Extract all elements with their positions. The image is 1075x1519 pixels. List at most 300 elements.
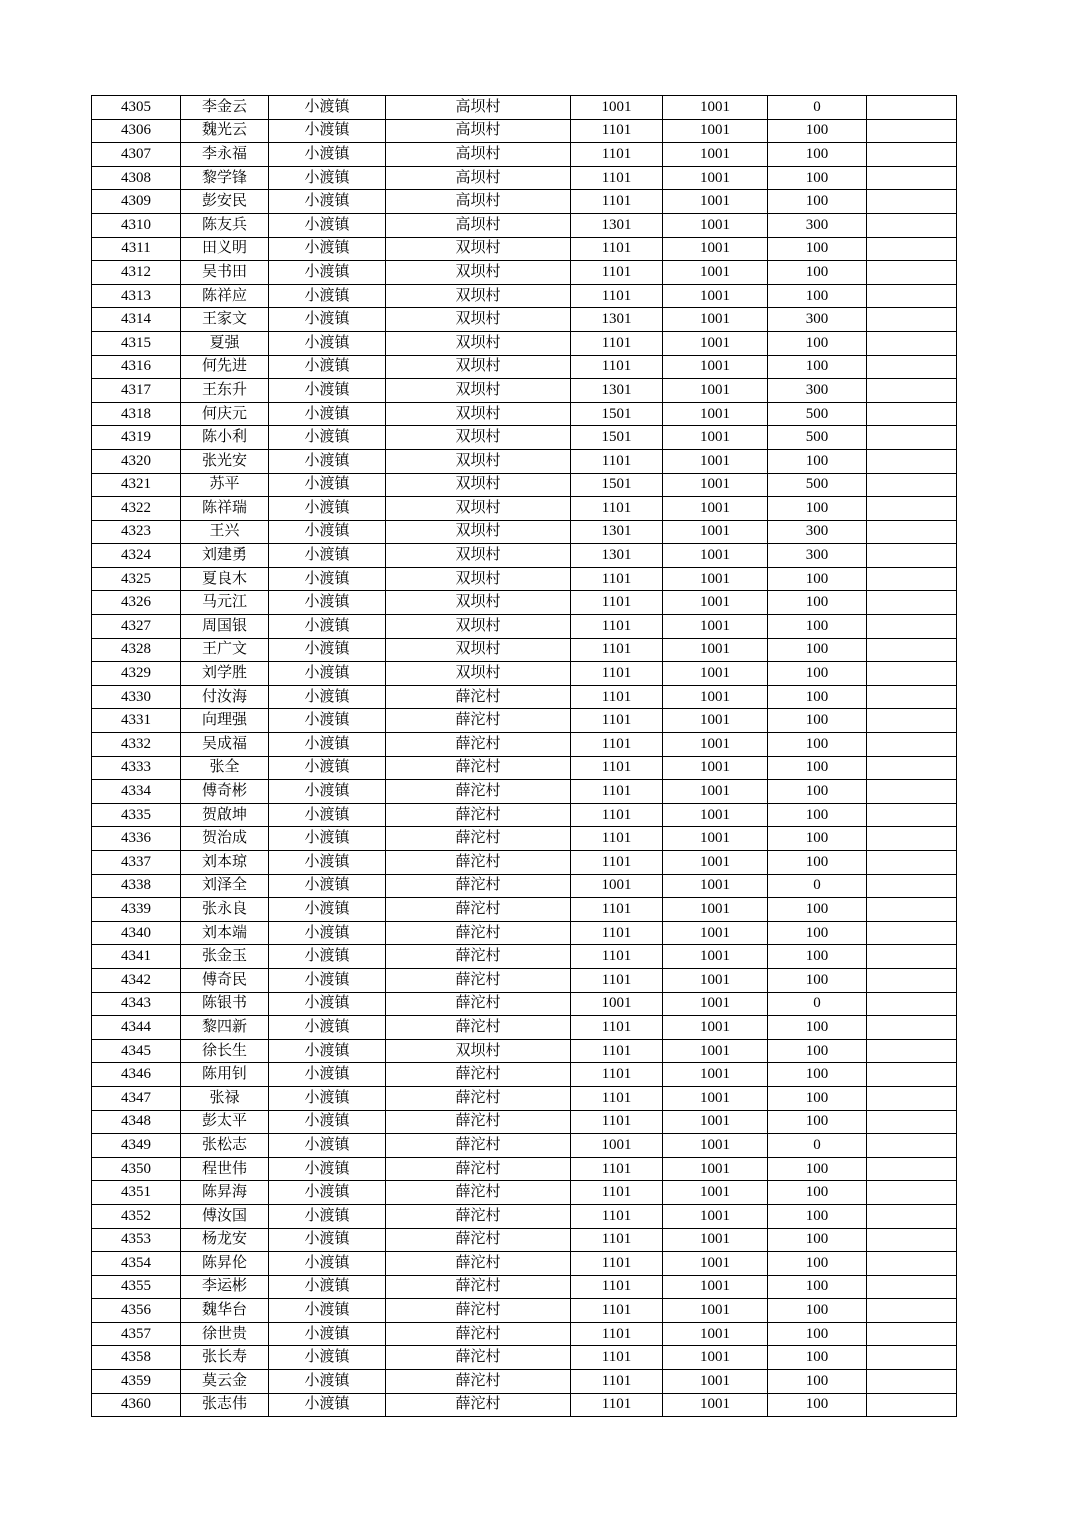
table-row [92,379,957,403]
table-cell: 贺治成 [181,827,269,851]
table-row [92,1204,957,1228]
table-cell [867,968,957,992]
table-cell: 小渡镇 [269,1157,386,1181]
table-cell: 1001 [663,945,768,969]
table-cell: 高坝村 [386,96,571,120]
table-row [92,497,957,521]
table-cell: 吴书田 [181,261,269,285]
table-cell: 双坝村 [386,567,571,591]
table-cell: 4357 [92,1322,181,1346]
table-cell: 小渡镇 [269,190,386,214]
table-cell [867,1299,957,1323]
table-cell [867,874,957,898]
table-cell: 1001 [663,733,768,757]
table-cell: 4344 [92,1016,181,1040]
table-cell: 双坝村 [386,662,571,686]
table-cell: 周国银 [181,615,269,639]
table-cell: 何庆元 [181,402,269,426]
table-cell: 4334 [92,780,181,804]
table-cell: 陈昇伦 [181,1252,269,1276]
table-cell [867,921,957,945]
table-cell: 100 [768,1252,867,1276]
table-cell: 王家文 [181,308,269,332]
table-cell: 黎学锋 [181,166,269,190]
table-cell: 薛沱村 [386,827,571,851]
table-row [92,213,957,237]
table-cell: 100 [768,898,867,922]
table-cell: 1101 [571,780,663,804]
table-cell: 4360 [92,1393,181,1417]
table-cell: 小渡镇 [269,992,386,1016]
table-cell: 100 [768,780,867,804]
table-cell: 薛沱村 [386,1086,571,1110]
table-cell: 薛沱村 [386,851,571,875]
table-cell: 500 [768,402,867,426]
table-cell: 1001 [663,331,768,355]
table-cell: 1001 [571,96,663,120]
table-row [92,662,957,686]
table-cell: 100 [768,331,867,355]
table-cell: 4351 [92,1181,181,1205]
table-cell: 小渡镇 [269,968,386,992]
table-cell: 100 [768,261,867,285]
table-cell: 4345 [92,1039,181,1063]
table-cell [867,308,957,332]
table-cell: 1001 [663,1299,768,1323]
table-cell: 小渡镇 [269,544,386,568]
table-cell: 小渡镇 [269,520,386,544]
table-cell: 100 [768,1157,867,1181]
table-cell: 500 [768,426,867,450]
table-cell: 0 [768,874,867,898]
table-cell: 1301 [571,544,663,568]
table-cell: 1001 [663,968,768,992]
table-cell: 100 [768,190,867,214]
table-cell: 小渡镇 [269,898,386,922]
table-cell: 张全 [181,756,269,780]
table-cell [867,662,957,686]
table-cell: 陈友兵 [181,213,269,237]
table-cell: 100 [768,1370,867,1394]
table-cell: 张松志 [181,1134,269,1158]
table-cell: 薛沱村 [386,874,571,898]
table-cell: 双坝村 [386,615,571,639]
table-cell: 付汝海 [181,685,269,709]
table-cell: 4337 [92,851,181,875]
table-cell: 薛沱村 [386,1370,571,1394]
table-cell: 夏良木 [181,567,269,591]
table-cell: 小渡镇 [269,355,386,379]
table-cell: 小渡镇 [269,331,386,355]
table-row [92,803,957,827]
table-cell [867,190,957,214]
table-cell: 100 [768,827,867,851]
table-cell: 高坝村 [386,143,571,167]
table-row [92,1063,957,1087]
table-cell: 薛沱村 [386,968,571,992]
table-cell: 李运彬 [181,1275,269,1299]
table-cell [867,355,957,379]
table-cell: 4323 [92,520,181,544]
table-cell: 薛沱村 [386,1346,571,1370]
table-cell: 1101 [571,898,663,922]
table-cell: 程世伟 [181,1157,269,1181]
table-cell: 薛沱村 [386,1157,571,1181]
table-cell: 1001 [571,1134,663,1158]
table-cell: 4321 [92,473,181,497]
table-cell: 小渡镇 [269,662,386,686]
table-row [92,898,957,922]
table-cell: 4340 [92,921,181,945]
table-cell: 4335 [92,803,181,827]
table-cell: 100 [768,1322,867,1346]
table-cell: 张长寿 [181,1346,269,1370]
table-cell [867,331,957,355]
table-cell: 1101 [571,331,663,355]
table-cell [867,685,957,709]
table-cell [867,544,957,568]
table-cell: 1001 [663,1086,768,1110]
table-cell: 双坝村 [386,379,571,403]
table-cell: 100 [768,685,867,709]
table-cell: 1301 [571,213,663,237]
table-cell: 小渡镇 [269,96,386,120]
table-cell: 4315 [92,331,181,355]
table-cell: 1101 [571,1252,663,1276]
table-cell: 薛沱村 [386,1063,571,1087]
table-cell [867,827,957,851]
table-cell: 4324 [92,544,181,568]
table-cell [867,213,957,237]
roster-table [91,95,957,1417]
table-cell [867,497,957,521]
table-cell: 1301 [571,308,663,332]
table-cell: 李永福 [181,143,269,167]
table-cell: 双坝村 [386,402,571,426]
table-cell: 1001 [663,1393,768,1417]
table-cell: 小渡镇 [269,1204,386,1228]
table-cell: 1001 [663,1110,768,1134]
table-cell [867,1110,957,1134]
table-cell: 傅汝国 [181,1204,269,1228]
table-cell: 4310 [92,213,181,237]
table-cell: 4316 [92,355,181,379]
table-cell [867,803,957,827]
table-cell: 薛沱村 [386,992,571,1016]
table-cell: 100 [768,237,867,261]
table-row [92,709,957,733]
table-row [92,1252,957,1276]
table-cell: 小渡镇 [269,851,386,875]
table-cell: 小渡镇 [269,1063,386,1087]
table-cell: 1001 [663,567,768,591]
table-cell: 小渡镇 [269,1275,386,1299]
table-cell: 4355 [92,1275,181,1299]
table-cell: 彭太平 [181,1110,269,1134]
table-cell: 小渡镇 [269,1134,386,1158]
table-cell: 1001 [663,921,768,945]
table-cell: 魏华台 [181,1299,269,1323]
table-cell: 小渡镇 [269,945,386,969]
table-cell: 0 [768,992,867,1016]
table-cell: 1001 [663,213,768,237]
table-cell [867,1275,957,1299]
table-cell: 1001 [571,992,663,1016]
table-cell: 4330 [92,685,181,709]
table-row [92,1275,957,1299]
table-cell: 1001 [663,1016,768,1040]
table-cell: 1001 [663,143,768,167]
table-cell: 陈祥瑞 [181,497,269,521]
table-cell: 1101 [571,1181,663,1205]
table-cell: 向理强 [181,709,269,733]
table-cell: 薛沱村 [386,1016,571,1040]
table-cell [867,1393,957,1417]
table-cell: 徐世贵 [181,1322,269,1346]
table-cell: 薛沱村 [386,756,571,780]
table-row [92,1299,957,1323]
table-cell: 1101 [571,968,663,992]
table-cell: 小渡镇 [269,874,386,898]
table-cell: 薛沱村 [386,1252,571,1276]
table-cell: 100 [768,1181,867,1205]
table-cell: 小渡镇 [269,1016,386,1040]
table-cell: 小渡镇 [269,308,386,332]
table-cell: 1101 [571,803,663,827]
table-cell: 1001 [663,874,768,898]
table-cell: 1101 [571,1299,663,1323]
table-cell [867,1370,957,1394]
table-cell: 1301 [571,520,663,544]
table-cell [867,166,957,190]
table-cell: 马元江 [181,591,269,615]
table-cell: 小渡镇 [269,1393,386,1417]
table-cell: 1001 [571,874,663,898]
table-cell: 小渡镇 [269,402,386,426]
table-cell [867,449,957,473]
table-cell: 双坝村 [386,308,571,332]
table-row [92,520,957,544]
table-cell: 小渡镇 [269,1228,386,1252]
table-cell: 张光安 [181,449,269,473]
table-cell: 4339 [92,898,181,922]
table-row [92,426,957,450]
table-cell: 小渡镇 [269,733,386,757]
table-cell: 双坝村 [386,591,571,615]
table-cell: 薛沱村 [386,898,571,922]
table-cell [867,898,957,922]
table-cell: 100 [768,1110,867,1134]
table-cell: 1101 [571,1039,663,1063]
table-cell: 1501 [571,473,663,497]
table-cell: 双坝村 [386,473,571,497]
table-cell: 刘本琼 [181,851,269,875]
table-cell: 4319 [92,426,181,450]
table-cell: 100 [768,1204,867,1228]
table-cell: 4322 [92,497,181,521]
table-cell: 1001 [663,1228,768,1252]
table-cell: 薛沱村 [386,1181,571,1205]
table-cell: 1001 [663,803,768,827]
table-cell: 4309 [92,190,181,214]
table-cell: 1101 [571,1063,663,1087]
table-cell: 1101 [571,1228,663,1252]
table-cell [867,520,957,544]
table-cell: 1001 [663,685,768,709]
table-cell: 1001 [663,1370,768,1394]
table-cell: 100 [768,945,867,969]
table-cell: 小渡镇 [269,426,386,450]
table-cell: 1001 [663,473,768,497]
table-cell: 小渡镇 [269,497,386,521]
table-cell: 小渡镇 [269,1370,386,1394]
table-cell: 4308 [92,166,181,190]
table-cell: 小渡镇 [269,284,386,308]
table-cell: 小渡镇 [269,237,386,261]
table-cell: 陈祥应 [181,284,269,308]
table-cell: 4331 [92,709,181,733]
table-cell: 双坝村 [386,426,571,450]
table-row [92,1322,957,1346]
table-cell: 1101 [571,449,663,473]
table-row [92,1393,957,1417]
table-cell: 1101 [571,1016,663,1040]
table-cell: 刘建勇 [181,544,269,568]
table-cell: 小渡镇 [269,803,386,827]
table-cell: 4354 [92,1252,181,1276]
table-cell: 彭安民 [181,190,269,214]
table-cell: 刘本端 [181,921,269,945]
table-cell: 1001 [663,851,768,875]
table-cell: 薛沱村 [386,733,571,757]
table-cell: 1101 [571,1370,663,1394]
table-cell: 100 [768,497,867,521]
table-cell: 1101 [571,119,663,143]
table-row [92,638,957,662]
table-cell: 双坝村 [386,284,571,308]
table-cell: 双坝村 [386,449,571,473]
table-cell: 1001 [663,166,768,190]
table-cell: 薛沱村 [386,1204,571,1228]
table-cell: 300 [768,544,867,568]
table-cell: 1001 [663,119,768,143]
table-cell [867,1228,957,1252]
table-cell: 100 [768,638,867,662]
table-cell [867,1157,957,1181]
table-cell: 1001 [663,402,768,426]
table-cell: 4342 [92,968,181,992]
table-cell: 双坝村 [386,1039,571,1063]
table-cell: 100 [768,284,867,308]
table-cell: 4341 [92,945,181,969]
table-row [92,851,957,875]
table-cell: 高坝村 [386,213,571,237]
table-cell: 苏平 [181,473,269,497]
table-cell: 薛沱村 [386,1393,571,1417]
table-cell: 300 [768,520,867,544]
table-cell: 4347 [92,1086,181,1110]
table-cell: 100 [768,851,867,875]
table-cell: 100 [768,355,867,379]
table-cell: 4312 [92,261,181,285]
table-cell: 张永良 [181,898,269,922]
table-cell [867,1252,957,1276]
table-cell: 4327 [92,615,181,639]
table-cell: 4306 [92,119,181,143]
table-row [92,1086,957,1110]
table-cell: 1101 [571,284,663,308]
table-row [92,1039,957,1063]
table-cell: 薛沱村 [386,709,571,733]
table-cell [867,379,957,403]
table-cell: 4346 [92,1063,181,1087]
table-cell: 小渡镇 [269,756,386,780]
table-row [92,1016,957,1040]
table-cell [867,261,957,285]
table-cell: 1001 [663,237,768,261]
table-cell: 高坝村 [386,119,571,143]
table-cell: 1101 [571,615,663,639]
table-cell [867,567,957,591]
table-cell [867,473,957,497]
table-cell: 4333 [92,756,181,780]
table-cell: 小渡镇 [269,1299,386,1323]
table-row [92,1370,957,1394]
table-cell: 100 [768,968,867,992]
table-cell: 100 [768,449,867,473]
table-cell: 1101 [571,567,663,591]
table-cell: 小渡镇 [269,780,386,804]
table-cell: 薛沱村 [386,1228,571,1252]
table-cell: 小渡镇 [269,1181,386,1205]
table-cell: 1101 [571,1346,663,1370]
table-cell: 小渡镇 [269,685,386,709]
table-cell: 1001 [663,756,768,780]
table-cell: 1301 [571,379,663,403]
table-cell: 小渡镇 [269,1110,386,1134]
table-cell: 小渡镇 [269,213,386,237]
table-row [92,780,957,804]
table-cell: 100 [768,1228,867,1252]
table-cell: 傅奇彬 [181,780,269,804]
table-cell: 4313 [92,284,181,308]
table-cell: 1101 [571,638,663,662]
table-cell: 陈银书 [181,992,269,1016]
table-cell: 300 [768,308,867,332]
table-cell: 小渡镇 [269,1252,386,1276]
table-cell: 1501 [571,426,663,450]
table-cell: 小渡镇 [269,827,386,851]
table-cell: 100 [768,567,867,591]
table-cell: 小渡镇 [269,921,386,945]
table-cell: 100 [768,1346,867,1370]
table-cell: 1101 [571,143,663,167]
table-cell: 1001 [663,638,768,662]
table-row [92,874,957,898]
table-cell: 100 [768,1393,867,1417]
table-cell: 陈小利 [181,426,269,450]
table-cell: 100 [768,709,867,733]
table-cell: 1001 [663,1134,768,1158]
table-cell: 刘泽全 [181,874,269,898]
table-cell: 4326 [92,591,181,615]
table-cell: 1101 [571,1393,663,1417]
table-cell: 1001 [663,355,768,379]
table-row [92,1228,957,1252]
table-cell [867,1086,957,1110]
table-row [92,733,957,757]
table-row [92,308,957,332]
